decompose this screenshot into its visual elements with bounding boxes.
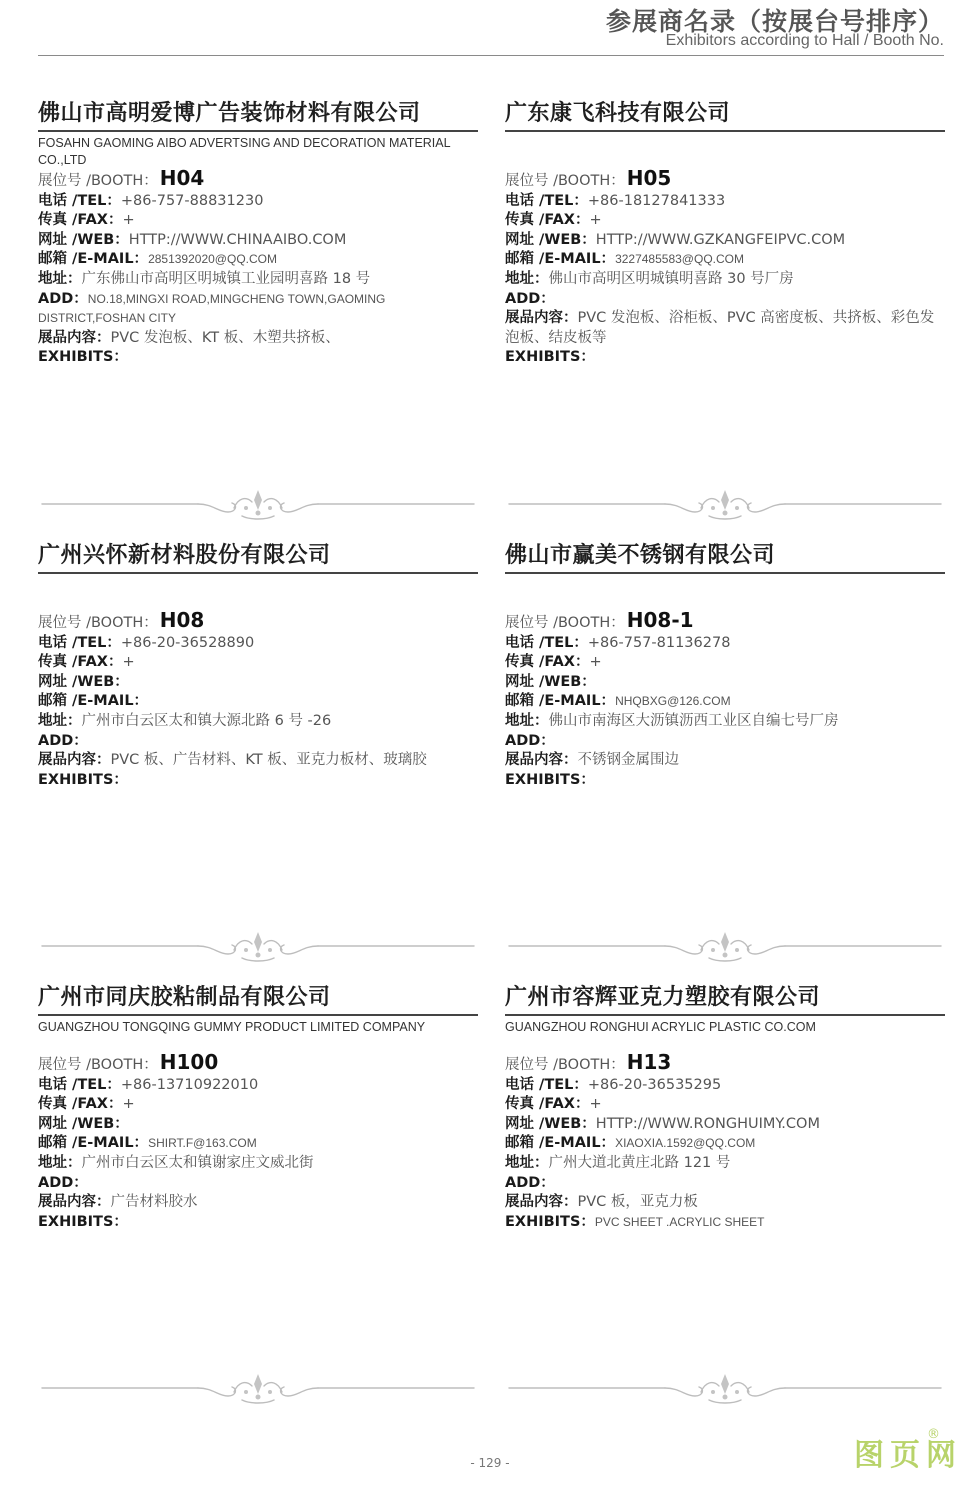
addr-value: 广州大道北黄庄北路 121 号 xyxy=(548,1154,731,1171)
email-row xyxy=(38,692,478,712)
addr-row xyxy=(38,712,478,732)
booth-number: H08-1 xyxy=(626,608,694,632)
booth-row xyxy=(505,166,945,192)
exhibits-label: EXHIBITS： xyxy=(38,349,128,366)
email-row xyxy=(505,250,945,270)
addr-value: 佛山市南海区大沥镇沥西工业区自编七号厂房 xyxy=(548,712,839,729)
fax-value: + xyxy=(589,212,602,229)
tel-label: 电话 /TEL： xyxy=(38,634,121,651)
web-label: 网址 /WEB： xyxy=(505,1115,596,1132)
ornament-divider xyxy=(38,486,478,526)
exhibits-value: PVC SHEET .ACRYLIC SHEET xyxy=(594,1214,765,1229)
exhibits-row xyxy=(505,771,945,791)
exhibits-label: EXHIBITS： xyxy=(505,1213,595,1230)
booth-label: 展位号 /BOOTH： xyxy=(505,173,625,189)
fax-label: 传真 /FAX： xyxy=(505,654,590,671)
company-name-rule xyxy=(505,130,945,132)
tel-label: 电话 /TEL： xyxy=(38,192,121,209)
exhibitor-card xyxy=(38,100,478,368)
ornament-divider xyxy=(38,1370,478,1410)
company-name-en xyxy=(38,577,478,611)
exhibits-cn-value: PVC 发泡板、KT 板、木塑共挤板、 xyxy=(110,329,340,346)
exhibits-row xyxy=(505,348,945,368)
email-label: 邮箱 /E-MAIL： xyxy=(38,693,149,710)
exhibits-cn-label: 展品内容： xyxy=(38,752,111,769)
addr-label: 地址： xyxy=(505,270,549,287)
exhibits-cn-value: PVC 发泡板、浴柜板、PVC 高密度板、共挤板、彩色发泡板、结皮板等 xyxy=(505,310,935,346)
fax-value: + xyxy=(122,654,135,671)
web-label: 网址 /WEB： xyxy=(505,673,596,690)
exhibits-cn-row xyxy=(505,751,945,771)
email-link[interactable]: XIAOXIA.1592@QQ.COM xyxy=(615,1136,756,1151)
add-row xyxy=(505,1174,945,1194)
exhibits-cn-value: PVC 板、广告材料、KT 板、亚克力板材、玻璃胶 xyxy=(110,752,427,769)
exhibits-row xyxy=(505,1213,945,1233)
tel-value: +86-757-88831230 xyxy=(120,192,264,209)
ornament-divider xyxy=(38,928,478,968)
addr-label: 地址： xyxy=(505,1154,549,1171)
exhibits-cn-row xyxy=(505,309,945,348)
tel-row xyxy=(505,192,945,212)
tel-row xyxy=(38,634,478,654)
tel-row xyxy=(505,1076,945,1096)
company-name-rule xyxy=(505,1014,945,1016)
add-row xyxy=(505,732,945,752)
addr-label: 地址： xyxy=(38,270,82,287)
add-label: ADD： xyxy=(38,290,88,307)
page-number: - 129 - xyxy=(470,1456,510,1470)
exhibits-cn-row xyxy=(38,1193,478,1213)
web-row xyxy=(505,231,945,251)
company-name-en: GUANGZHOU TONGQING GUMMY PRODUCT LIMITED COMPANY xyxy=(38,1020,426,1034)
addr-row xyxy=(505,1154,945,1174)
company-name-cn: 广东康飞科技有限公司 xyxy=(505,101,731,126)
fax-value: + xyxy=(122,212,135,229)
email-row xyxy=(505,1134,945,1154)
exhibitor-card xyxy=(505,984,945,1232)
email-link[interactable]: NHQBXG@126.COM xyxy=(615,694,731,709)
booth-label: 展位号 /BOOTH： xyxy=(505,615,625,631)
booth-label: 展位号 /BOOTH： xyxy=(38,615,158,631)
tel-value: +86-757-81136278 xyxy=(587,634,731,651)
company-name-en: FOSAHN GAOMING AIBO ADVERTSING AND DECORATION MATERIAL CO.,LTD xyxy=(38,136,451,167)
web-row xyxy=(505,673,945,693)
page-header-subtitle: Exhibitors according to Hall / Booth No. xyxy=(665,32,944,49)
company-name-cn: 佛山市赢美不锈钢有限公司 xyxy=(505,543,776,568)
add-label: ADD： xyxy=(505,732,555,749)
booth-number: H08 xyxy=(159,608,205,632)
company-name-rule xyxy=(38,1014,478,1016)
exhibits-cn-label: 展品内容： xyxy=(505,310,578,327)
web-label: 网址 /WEB： xyxy=(505,231,596,248)
email-link[interactable]: 2851392020@QQ.COM xyxy=(148,252,277,267)
add-label: ADD： xyxy=(505,1174,555,1191)
exhibits-label: EXHIBITS： xyxy=(505,349,595,366)
email-row xyxy=(38,250,478,270)
add-row xyxy=(38,732,478,752)
addr-value: 佛山市高明区明城镇明喜路 30 号厂房 xyxy=(548,270,794,287)
booth-row xyxy=(38,1050,478,1076)
addr-row xyxy=(505,270,945,290)
fax-value: + xyxy=(122,1096,135,1113)
email-link[interactable]: SHIRT.F@163.COM xyxy=(148,1136,257,1151)
fax-value: + xyxy=(589,654,602,671)
exhibits-cn-label: 展品内容： xyxy=(38,1194,111,1211)
exhibits-cn-label: 展品内容： xyxy=(505,1194,578,1211)
header-rule xyxy=(38,55,944,56)
fax-row xyxy=(38,1095,478,1115)
exhibits-cn-row xyxy=(505,1193,945,1213)
exhibits-row xyxy=(38,1213,478,1233)
addr-label: 地址： xyxy=(505,712,549,729)
exhibitor-card xyxy=(505,100,945,368)
tel-label: 电话 /TEL： xyxy=(505,192,588,209)
addr-label: 地址： xyxy=(38,712,82,729)
web-label: 网址 /WEB： xyxy=(38,1115,129,1132)
company-name-rule xyxy=(38,572,478,574)
exhibits-cn-value: 广告材料胶水 xyxy=(110,1194,198,1211)
exhibitor-card xyxy=(505,542,945,790)
tel-row xyxy=(38,1076,478,1096)
email-label: 邮箱 /E-MAIL： xyxy=(505,251,616,268)
booth-row xyxy=(38,166,478,192)
fax-row xyxy=(505,211,945,231)
exhibits-cn-value: PVC 板，亚克力板 xyxy=(577,1194,698,1211)
addr-row xyxy=(38,270,478,290)
company-name-cn: 广州市容辉亚克力塑胶有限公司 xyxy=(505,985,821,1010)
company-name-cn: 广州兴怀新材料股份有限公司 xyxy=(38,543,331,568)
web-link[interactable]: HTTP://WWW.RONGHUIMY.COM xyxy=(595,1115,820,1132)
addr-row xyxy=(505,712,945,732)
booth-label: 展位号 /BOOTH： xyxy=(38,173,158,189)
fax-label: 传真 /FAX： xyxy=(505,1096,590,1113)
addr-value: 广东佛山市高明区明城镇工业园明喜路 18 号 xyxy=(81,270,371,287)
fax-label: 传真 /FAX： xyxy=(38,654,123,671)
exhibits-cn-label: 展品内容： xyxy=(505,752,578,769)
add-label: ADD： xyxy=(505,290,555,307)
web-link[interactable]: HTTP://WWW.CHINAAIBO.COM xyxy=(128,231,347,248)
company-name-rule xyxy=(38,130,478,132)
ornament-divider xyxy=(505,928,945,968)
company-name-en xyxy=(505,135,945,169)
booth-number: H13 xyxy=(626,1050,672,1074)
tel-value: +86-20-36535295 xyxy=(587,1076,722,1093)
exhibits-cn-value: 不锈钢金属围边 xyxy=(577,752,679,769)
web-link[interactable]: HTTP://WWW.GZKANGFEIPVC.COM xyxy=(595,231,846,248)
add-row xyxy=(38,1174,478,1194)
fax-row xyxy=(38,211,478,231)
booth-number: H04 xyxy=(159,166,205,190)
fax-row xyxy=(505,653,945,673)
add-value: NO.18,MINGXI ROAD,MINGCHENG TOWN,GAOMING DISTRICT,FOSHAN CITY xyxy=(38,291,386,326)
fax-row xyxy=(505,1095,945,1115)
company-name-en xyxy=(505,577,945,611)
ornament-divider xyxy=(505,486,945,526)
fax-value: + xyxy=(589,1096,602,1113)
company-name-rule xyxy=(505,572,945,574)
add-row xyxy=(38,290,478,329)
addr-label: 地址： xyxy=(38,1154,82,1171)
exhibits-label: EXHIBITS： xyxy=(38,771,128,788)
ornament-divider xyxy=(505,1370,945,1410)
exhibitor-card xyxy=(38,542,478,790)
exhibits-cn-label: 展品内容： xyxy=(38,329,111,346)
email-label: 邮箱 /E-MAIL： xyxy=(38,251,149,268)
tel-label: 电话 /TEL： xyxy=(38,1076,121,1093)
email-label: 邮箱 /E-MAIL： xyxy=(38,1135,149,1152)
email-label: 邮箱 /E-MAIL： xyxy=(505,1135,616,1152)
exhibits-label: EXHIBITS： xyxy=(38,1213,128,1230)
addr-value: 广州市白云区太和镇谢家庄文威北街 xyxy=(81,1154,314,1171)
booth-label: 展位号 /BOOTH： xyxy=(38,1057,158,1073)
tel-value: +86-13710922010 xyxy=(120,1076,259,1093)
booth-row xyxy=(505,608,945,634)
add-label: ADD： xyxy=(38,1174,88,1191)
fax-label: 传真 /FAX： xyxy=(505,212,590,229)
addr-value: 广州市白云区太和镇大源北路 6 号 -26 xyxy=(81,712,332,729)
fax-row xyxy=(38,653,478,673)
company-name-cn: 广州市同庆胶粘制品有限公司 xyxy=(38,985,331,1010)
exhibitor-card xyxy=(38,984,478,1232)
fax-label: 传真 /FAX： xyxy=(38,1096,123,1113)
booth-label: 展位号 /BOOTH： xyxy=(505,1057,625,1073)
web-row xyxy=(38,231,478,251)
fax-label: 传真 /FAX： xyxy=(38,212,123,229)
web-label: 网址 /WEB： xyxy=(38,673,129,690)
booth-number: H05 xyxy=(626,166,672,190)
tel-row xyxy=(505,634,945,654)
company-name-en: GUANGZHOU RONGHUI ACRYLIC PLASTIC CO.COM xyxy=(505,1020,816,1034)
web-label: 网址 /WEB： xyxy=(38,231,129,248)
web-row xyxy=(38,1115,478,1135)
email-link[interactable]: 3227485583@QQ.COM xyxy=(615,252,744,267)
tel-value: +86-18127841333 xyxy=(587,192,726,209)
booth-row xyxy=(505,1050,945,1076)
booth-row xyxy=(38,608,478,634)
email-row xyxy=(505,692,945,712)
booth-number: H100 xyxy=(159,1050,219,1074)
tel-row xyxy=(38,192,478,212)
tel-label: 电话 /TEL： xyxy=(505,634,588,651)
add-label: ADD： xyxy=(38,732,88,749)
exhibits-row xyxy=(38,348,478,368)
web-row xyxy=(505,1115,945,1135)
tel-label: 电话 /TEL： xyxy=(505,1076,588,1093)
exhibits-cn-row xyxy=(38,329,478,349)
company-name-cn: 佛山市高明爱博广告装饰材料有限公司 xyxy=(38,101,421,126)
exhibits-cn-row xyxy=(38,751,478,771)
addr-row xyxy=(38,1154,478,1174)
page-header-title: 参展商名录（按展台号排序） xyxy=(605,7,944,36)
exhibits-row xyxy=(38,771,478,791)
add-row xyxy=(505,290,945,310)
email-label: 邮箱 /E-MAIL： xyxy=(505,693,616,710)
watermark-logo: 图页网 xyxy=(854,1438,962,1473)
web-row xyxy=(38,673,478,693)
email-row xyxy=(38,1134,478,1154)
watermark-registered-mark: ® xyxy=(927,1427,940,1442)
tel-value: +86-20-36528890 xyxy=(120,634,255,651)
exhibits-label: EXHIBITS： xyxy=(505,771,595,788)
